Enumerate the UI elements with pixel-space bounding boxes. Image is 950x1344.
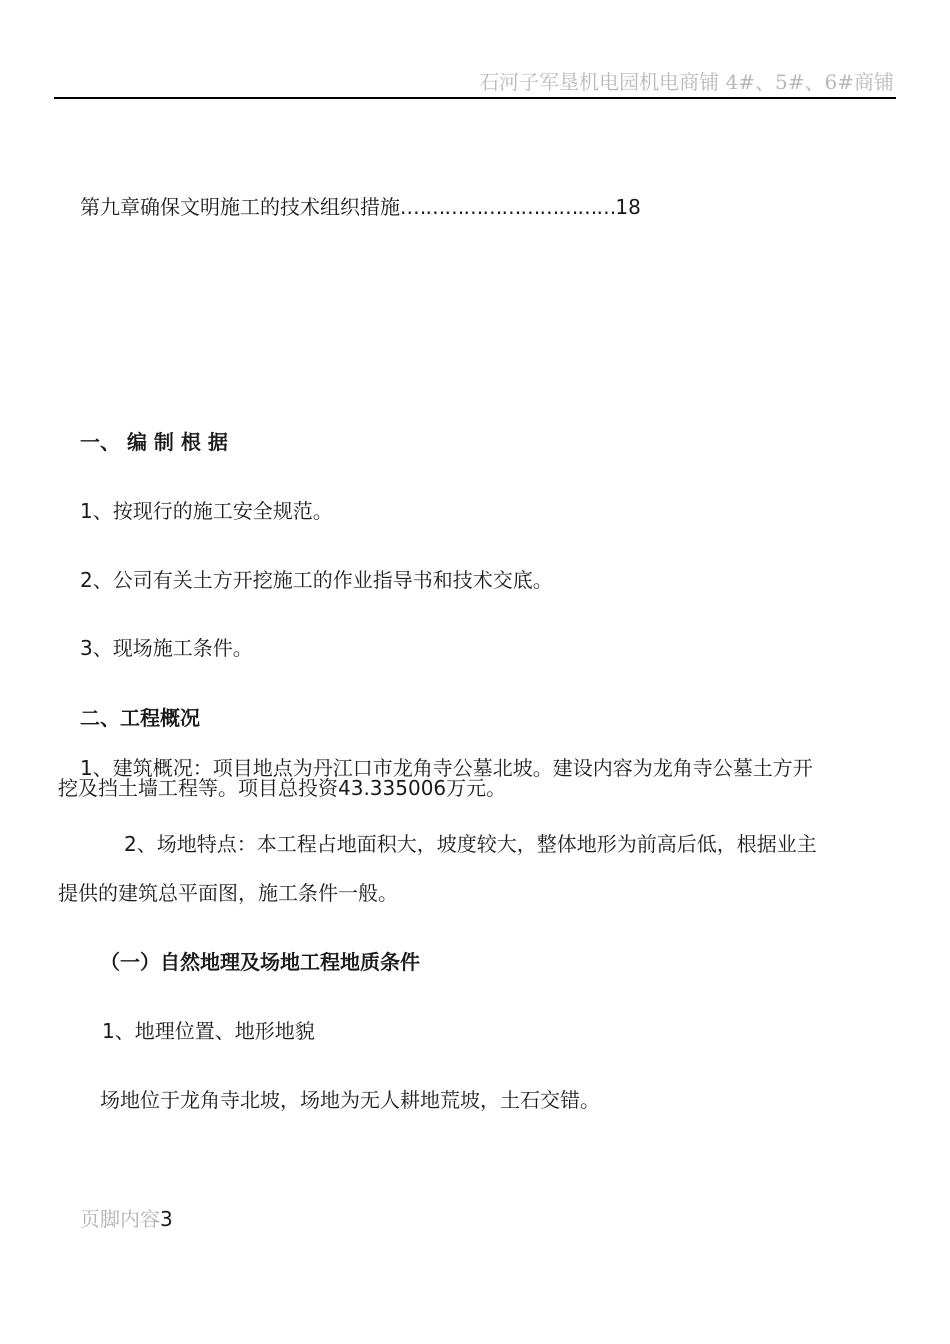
geology-item-1: 1、地理位置、地形地貌 — [102, 1019, 315, 1043]
toc-page-number: 18 — [615, 195, 641, 219]
overview-para2-line2: 提供的建筑总平面图，施工条件一般。 — [58, 881, 398, 905]
footer-label: 页脚内容 — [80, 1207, 160, 1231]
geology-description: 场地位于龙角寺北坡，场地为无人耕地荒坡，土石交错。 — [100, 1088, 600, 1112]
basis-item-3: 3、现场施工条件。 — [80, 636, 253, 660]
toc-leader-dots: …………………………… — [406, 195, 616, 219]
subsection-heading-geology: （一）自然地理及场地工程地质条件 — [100, 950, 420, 974]
page-header-title: 石河子军垦机电园机电商铺 4#、5#、6#商铺 — [479, 70, 894, 94]
overview-para1-line1: 1、建筑概况：项目地点为丹江口市龙角寺公墓北坡。建设内容为龙角寺公墓土方开 — [80, 756, 813, 780]
section-heading-overview: 二、工程概况 — [80, 706, 200, 730]
overview-para1-line2: 挖及挡土墙工程等。项目总投资43.335006万元。 — [58, 776, 507, 800]
section-heading-basis: 一、 编 制 根 据 — [80, 430, 228, 454]
basis-item-1: 1、按现行的施工安全规范。 — [80, 499, 333, 523]
toc-entry[interactable] — [80, 197, 641, 217]
page-footer — [80, 1203, 173, 1232]
toc-entry-text: 第九章确保文明施工的技术组织措施. — [80, 195, 407, 219]
header-divider — [54, 97, 896, 99]
basis-item-2: 2、公司有关土方开挖施工的作业指导书和技术交底。 — [80, 568, 553, 592]
footer-page-number: 3 — [160, 1207, 173, 1231]
overview-para2-line1: 2、场地特点：本工程占地面积大，坡度较大，整体地形为前高后低，根据业主 — [124, 832, 817, 856]
